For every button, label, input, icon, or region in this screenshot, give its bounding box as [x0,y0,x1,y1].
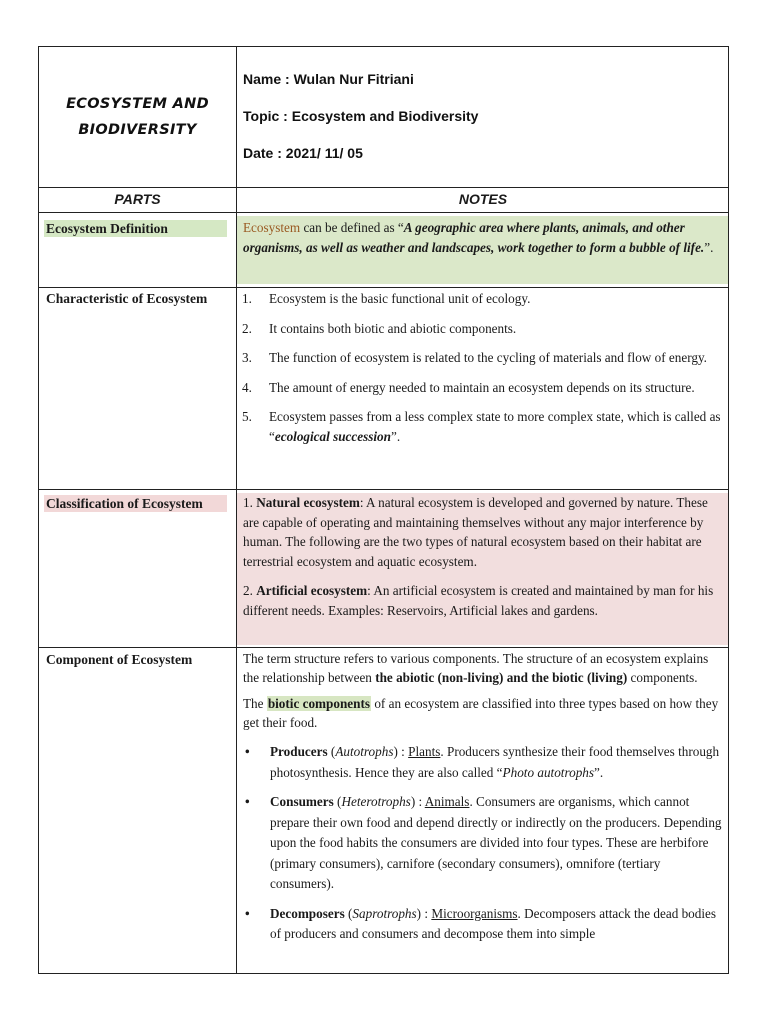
natural-number: 1. [243,495,253,510]
item-text: The function of ecosystem is related to the cycling of materials and flow of energy. [269,350,707,365]
biotic-lead: The [243,696,267,711]
list-item-consumers: • Consumers (Heterotrophs) : Animals. Consumers are organisms, which cannot prepare their own food and depend directly or indirectly on the producers. Depending upon the food habits the consumers are divided into four types. These are herbifore (primary consumers), carnifore (secondary consumers), omnifore (tertiary consumers). [245,794,722,891]
consumers-text: . Consumers are organisms, which cannot prepare their own food and depend directly or indirectly on the producers. Depending upon the food habits the consumers are divided into four types. These are herbifore (primary consumers), carnifore (secondary consumers), omnifore (tertiary consumers). [270,794,722,891]
decomposers-paren: Saprotrophs [352,905,417,921]
notes-header: NOTES [458,191,508,207]
list-item [242,319,723,339]
list-item [242,378,723,398]
topic: Topic : Ecosystem and Biodiversity [243,108,479,124]
producers-term: Producers [270,744,328,759]
bullet-icon: • [245,794,250,809]
producers-tail: ”. [594,764,604,780]
intro-bold: the abiotic (non-living) and the biotic (living) [375,669,628,685]
date: Date : 2021/ 11/ 05 [243,145,363,161]
item-number: 1. [242,291,252,306]
title-line-1: ECOSYSTEM AND [66,96,209,112]
list-item-decomposers: • Decomposers (Saprotrophs) : Microorganisms. Decomposers attack the dead bodies of producers and consumers and decompose them into simple [245,905,717,941]
characteristic-list [242,289,723,446]
natural-term: Natural ecosystem [256,495,360,510]
item-text: Ecosystem passes from a less complex state to more complex state, which is called as “ [269,409,721,444]
biotic-paragraph [243,695,723,732]
decomposers-example: Microorganisms [431,905,518,921]
consumers-term: Consumers [270,794,334,809]
list-item [242,407,723,446]
biotic-types-list [243,742,723,945]
document-title [39,47,236,187]
producers-example: Plants [408,744,441,759]
characteristic-label: Characteristic of Ecosystem [46,291,208,306]
item-number: 2. [242,320,252,336]
definition-lead: can be defined as “ [300,220,404,235]
intro-text: The term structure refers to various components. The structure of an ecosystem explains the relationship between [243,651,709,685]
bullet-icon: • [245,744,250,759]
item-number: 4. [242,379,252,395]
row-divider [39,647,728,648]
row-divider [39,489,728,490]
separator: : [421,905,432,921]
separator: : [415,794,425,809]
row-divider [39,287,728,288]
item-text: The amount of energy needed to maintain an ecosystem depends on its structure. [269,379,695,395]
decomposers-text: . Decomposers attack the dead bodies of producers and consumers and decompose them into simple [270,905,717,941]
decomposers-term: Decomposers [270,905,345,921]
classification-label: Classification of Ecosystem [44,495,227,512]
list-item [242,289,723,309]
document-meta [237,47,729,187]
structure-paragraph [243,650,723,687]
definition-note [237,216,729,284]
producers-paren: Autotrophs [335,744,394,759]
biotic-tail: of an ecosystem are classified into three types based on how they get their food. [243,696,719,730]
item-tail: ”. [390,428,401,444]
notes-table [38,46,729,974]
list-item-producers: • Producers (Autotrophs) : Plants. Producers synthesize their food themselves through photosynthesis. Hence they are also called “Photo autotrophs”. [245,744,720,780]
parts-header: PARTS [114,191,161,207]
producers-text: . Producers synthesize their food themselves through photosynthesis. Hence they are also called “ [270,744,720,780]
characteristic-note [237,289,729,456]
student-name: Name : Wulan Nur Fitriani [243,71,414,87]
item-text: It contains both biotic and abiotic components. [269,320,517,336]
definition-tail: ”. [704,240,714,255]
separator: : [397,744,409,759]
intro-tail: components. [627,669,698,685]
biotic-term: biotic components [267,696,371,711]
artificial-number: 2. [243,583,253,598]
consumers-example: Animals [424,794,470,809]
title-line-2: BIODIVERSITY [78,122,197,138]
bullet-icon: • [245,905,250,921]
component-note [237,650,729,954]
definition-quote: A geographic area where plants, animals, and other organisms, as well as weather and landscapes, work together to form a bubble of life. [243,220,705,255]
succession-term: ecological succession [274,428,391,444]
classification-note [237,493,729,645]
item-text: Ecosystem is the basic functional unit of ecology. [269,291,531,306]
consumers-paren: Heterotrophs [341,794,411,809]
natural-ecosystem-paragraph [243,493,723,571]
artificial-ecosystem-paragraph [243,581,723,620]
artificial-text: : An artificial ecosystem is created and maintained by man for his different needs. Examples: Reservoirs, Artificial lakes and gardens. [243,583,714,618]
list-item [242,348,723,368]
definition-term: Ecosystem [243,220,301,235]
producers-quote: Photo autotrophs [502,764,595,780]
natural-text: : A natural ecosystem is developed and governed by nature. These are capable of operating and maintaining themselves without any major interference by human. The following are the two types of natural ecosystem based on their habitat are terrestrial ecosystem and aquatic ecosystem. [243,495,708,569]
item-number: 3. [242,350,252,365]
artificial-term: Artificial ecosystem [256,583,368,598]
definition-label: Ecosystem Definition [44,220,227,237]
row-divider [39,212,728,213]
component-label: Component of Ecosystem [46,652,193,667]
item-number: 5. [242,409,252,424]
